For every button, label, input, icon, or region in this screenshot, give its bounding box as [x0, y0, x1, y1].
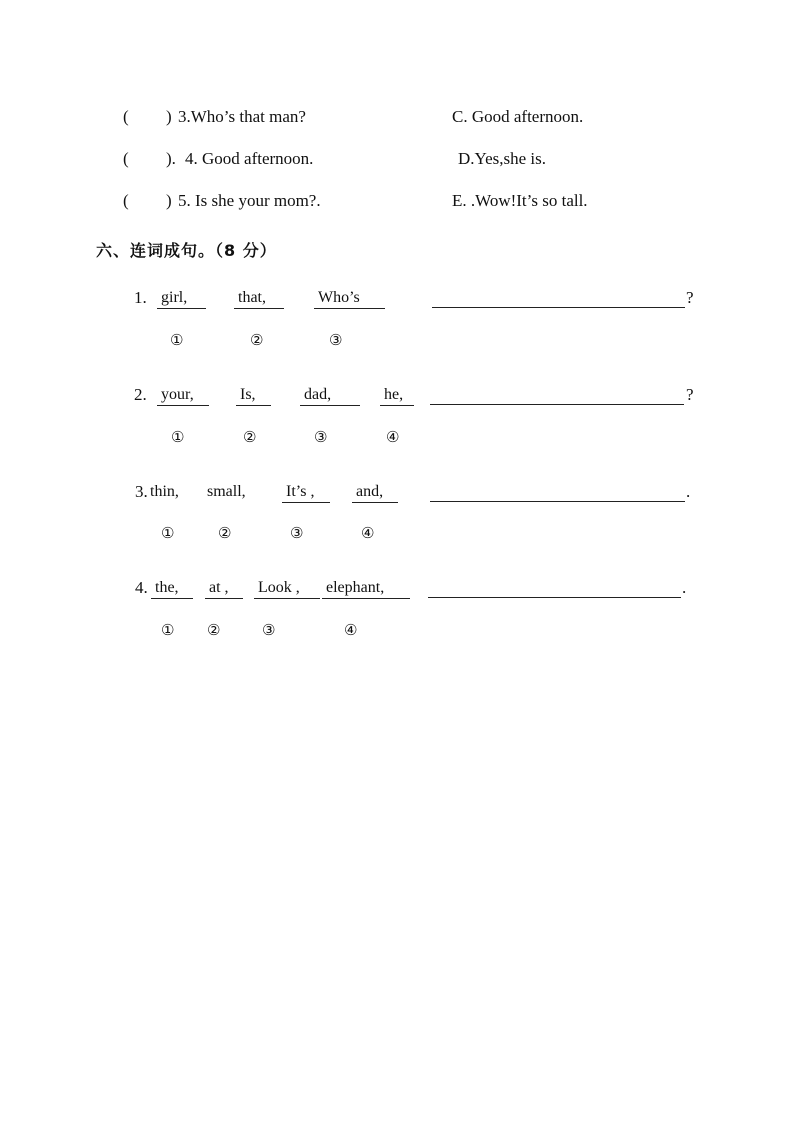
marker: ③ — [329, 331, 343, 349]
word: small, — [207, 483, 246, 500]
end-mark: ? — [686, 385, 694, 404]
marker: ① — [161, 621, 175, 639]
marker: ④ — [344, 621, 358, 639]
marker: ③ — [262, 621, 276, 639]
marker: ④ — [361, 524, 375, 542]
marker: ② — [207, 621, 221, 639]
word: girl, — [157, 289, 206, 309]
sentence-number: 4. — [135, 578, 148, 597]
end-mark: . — [682, 578, 687, 597]
answer-paren-open: ( — [123, 191, 129, 210]
marker: ① — [170, 331, 184, 349]
sentence-number: 3. — [135, 482, 148, 501]
end-mark: . — [686, 482, 691, 501]
word: at , — [205, 579, 243, 599]
question-4: 4. Good afternoon. — [185, 149, 314, 168]
question-3: 3.Who’s that man? — [178, 107, 306, 126]
marker: ① — [171, 428, 185, 446]
answer-line[interactable] — [430, 500, 685, 502]
word: Who’s — [314, 289, 385, 309]
question-5: 5. Is she your mom?. — [178, 191, 321, 210]
word: thin, — [150, 483, 179, 500]
marker: ① — [161, 524, 175, 542]
word: the, — [151, 579, 193, 599]
word: Look , — [254, 579, 320, 599]
marker: ② — [243, 428, 257, 446]
word: and, — [352, 483, 398, 503]
marker: ② — [250, 331, 264, 349]
answer-paren-close: ). — [166, 149, 176, 168]
word: Is, — [236, 386, 271, 406]
word: that, — [234, 289, 284, 309]
marker: ③ — [290, 524, 304, 542]
answer-line[interactable] — [432, 306, 685, 308]
answer-paren-open: ( — [123, 107, 129, 126]
answer-line[interactable] — [428, 596, 681, 598]
marker: ② — [218, 524, 232, 542]
option-e: E. .Wow!It’s so tall. — [452, 191, 588, 210]
sentence-number: 1. — [134, 288, 147, 307]
sentence-number: 2. — [134, 385, 147, 404]
marker: ④ — [386, 428, 400, 446]
answer-paren-close: ) — [166, 107, 172, 126]
section-title: 六、连词成句。（8 分） — [96, 241, 277, 260]
word: he, — [380, 386, 414, 406]
answer-line[interactable] — [430, 403, 684, 405]
word: elephant, — [322, 579, 410, 599]
answer-paren-close: ) — [166, 191, 172, 210]
marker: ③ — [314, 428, 328, 446]
option-d: D.Yes,she is. — [458, 149, 547, 168]
answer-paren-open: ( — [123, 149, 129, 168]
word: your, — [157, 386, 209, 406]
end-mark: ? — [686, 288, 694, 307]
word: dad, — [300, 386, 360, 406]
option-c: C. Good afternoon. — [452, 107, 584, 126]
word: It’s , — [282, 483, 330, 503]
